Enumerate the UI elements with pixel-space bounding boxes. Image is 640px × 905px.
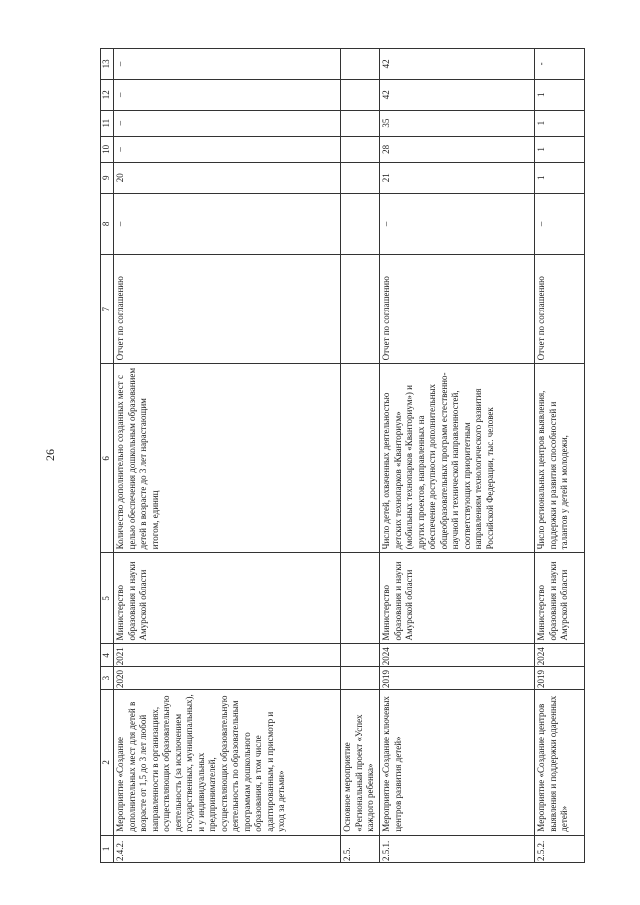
- activity-name: Мероприятие «Создание ключевых центров развития детей»: [380, 689, 535, 835]
- executor: [341, 553, 380, 644]
- rotated-table-wrapper: [100, 48, 588, 863]
- row-number: 2.4.2.: [114, 835, 341, 862]
- header-cell: 4: [101, 644, 114, 667]
- value-col-11: –: [114, 110, 341, 136]
- executor: Министерство образования и науки Амурской области: [380, 553, 535, 644]
- indicator: Количество дополнительно созданных мест с целью обеспечения дошкольным образованием детей в возрасте до 3 лет нарастающим итогом, единиц: [114, 364, 341, 553]
- data-source: Отчет по соглашению: [114, 255, 341, 364]
- value-col-9: 21: [380, 162, 535, 193]
- value-col-13: [341, 49, 380, 80]
- value-col-13: -: [535, 49, 585, 80]
- row-number: 2.5.: [341, 835, 380, 862]
- value-col-11: 35: [380, 110, 535, 136]
- header-cell: 6: [101, 364, 114, 553]
- header-cell: 13: [101, 49, 114, 80]
- value-col-11: 1: [535, 110, 585, 136]
- data-source: Отчет по соглашению: [535, 255, 585, 364]
- value-col-9: 20: [114, 162, 341, 193]
- value-col-10: –: [114, 136, 341, 162]
- table-row: [535, 49, 585, 863]
- start-year: 2019: [380, 667, 535, 690]
- value-col-8: [341, 193, 380, 254]
- header-cell: 12: [101, 79, 114, 110]
- value-col-9: [341, 162, 380, 193]
- end-year: 2024: [535, 644, 585, 667]
- row-number: 2.5.2.: [535, 835, 585, 862]
- data-source: [341, 255, 380, 364]
- executor: Министерство образования и науки Амурской области: [114, 553, 341, 644]
- row-number: 2.5.1.: [380, 835, 535, 862]
- header-cell: 7: [101, 255, 114, 364]
- indicator: [341, 364, 380, 553]
- start-year: 2020: [114, 667, 341, 690]
- value-col-10: [341, 136, 380, 162]
- header-row: [101, 49, 114, 863]
- program-table: [100, 48, 585, 863]
- value-col-11: [341, 110, 380, 136]
- header-cell: 8: [101, 193, 114, 254]
- value-col-13: –: [114, 49, 341, 80]
- start-year: [341, 667, 380, 690]
- data-source: Отчет по соглашению: [380, 255, 535, 364]
- value-col-8: –: [380, 193, 535, 254]
- value-col-12: 42: [380, 79, 535, 110]
- value-col-12: [341, 79, 380, 110]
- value-col-12: –: [114, 79, 341, 110]
- page-number: 26: [43, 449, 57, 461]
- header-cell: 3: [101, 667, 114, 690]
- table-row: [380, 49, 535, 863]
- value-col-8: –: [114, 193, 341, 254]
- activity-name: Мероприятие «Создание центров выявления и поддержки одаренных детей»: [535, 689, 585, 835]
- end-year: [341, 644, 380, 667]
- header-cell: 2: [101, 689, 114, 835]
- value-col-13: 42: [380, 49, 535, 80]
- value-col-9: 1: [535, 162, 585, 193]
- header-cell: 5: [101, 553, 114, 644]
- header-cell: 9: [101, 162, 114, 193]
- value-col-10: 28: [380, 136, 535, 162]
- start-year: 2019: [535, 667, 585, 690]
- end-year: 2021: [114, 644, 341, 667]
- header-cell: 11: [101, 110, 114, 136]
- indicator: Число региональных центров выявления, поддержки и развития способностей и талантов у детей и молодежи,: [535, 364, 585, 553]
- indicator: Число детей, охваченных деятельностью детских технопарков «Кванториум» (мобильных технопарков «Кванториум») и других проектов, направленных на обеспечение доступности дополнительных общеобразовательных программ естественно-научной и технической направленностей, соответствующих приоритетным направлениям технологического развития Российской Федерации, тыс. человек: [380, 364, 535, 553]
- header-cell: 10: [101, 136, 114, 162]
- activity-name: Мероприятие «Создание дополнительных мест для детей в возрасте от 1,5 до 3 лет любой направленности в организациях, осуществляющих образовательную деятельность (за исключением государственных, муниципальных), и у индивидуальных предпринимателей, осуществляющих образовательную деятельность по образовательным программам дошкольного образования, в том числе адаптированным, и присмотр и уход за детьми»: [114, 689, 341, 835]
- header-cell: 1: [101, 835, 114, 862]
- executor: Министерство образования и науки Амурской области: [535, 553, 585, 644]
- value-col-10: 1: [535, 136, 585, 162]
- value-col-8: –: [535, 193, 585, 254]
- table-row: [114, 49, 341, 863]
- end-year: 2024: [380, 644, 535, 667]
- value-col-12: 1: [535, 79, 585, 110]
- table-row: [341, 49, 380, 863]
- activity-name: Основное мероприятие «Региональный проект «Успех каждого ребенка»: [341, 689, 380, 835]
